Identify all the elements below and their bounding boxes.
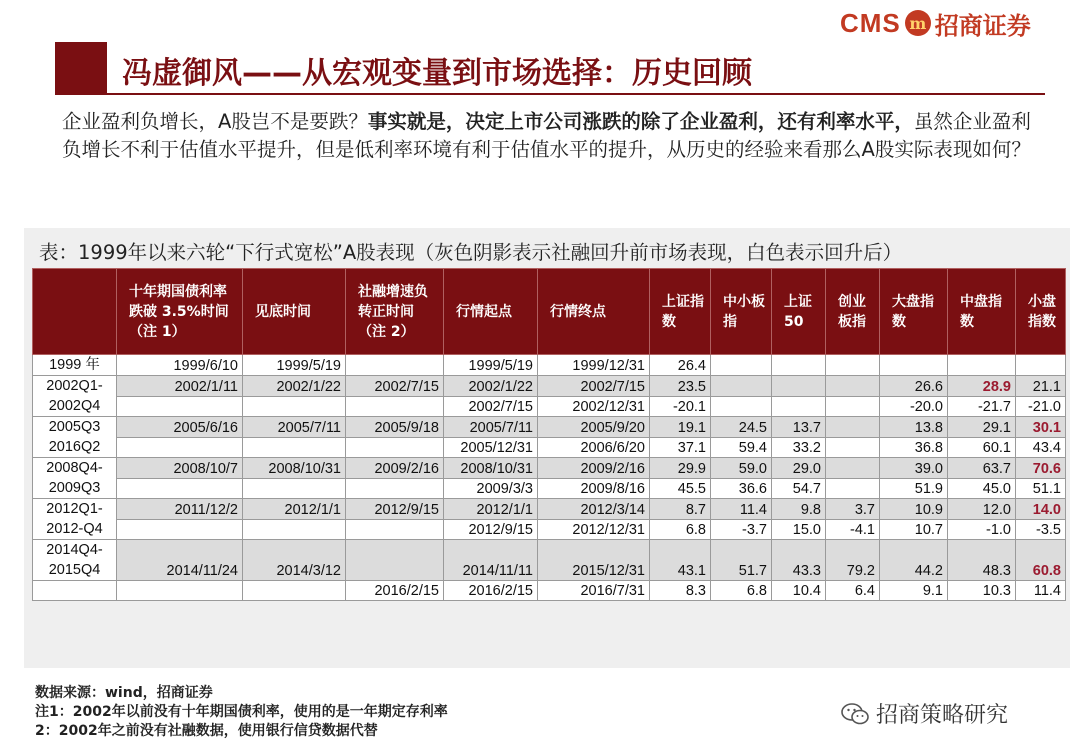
title-divider — [55, 93, 1045, 95]
table-cell: 2009/2/16 — [538, 458, 650, 479]
intro-part2-bold: 事实就是，决定上市公司涨跌的除了企业盈利，还有利率水平， — [367, 110, 914, 133]
table-cell: -20.0 — [880, 396, 948, 417]
table-cell — [826, 417, 880, 438]
table-cell — [117, 519, 243, 540]
table-cell: 2012/12/31 — [538, 519, 650, 540]
table-cell: -21.0 — [1016, 396, 1066, 417]
note-1: 注1：2002年以前没有十年期国债利率，使用的是一年期定存利率 — [35, 704, 448, 720]
table-cell: 2002/1/11 — [117, 376, 243, 397]
table-cell: 44.2 — [880, 540, 948, 581]
table-cell — [117, 581, 243, 601]
intro-part3: 虽然企业盈利负增长不利于估值水平提升，但是低利率环境有利于估值水平的提升，从历史的经验来看那么A股实际表现如何？ — [62, 110, 1031, 161]
table-header-row — [33, 269, 1066, 355]
table-cell: 51.1 — [1016, 478, 1066, 499]
table-cell: 10.9 — [880, 499, 948, 520]
table-cell — [346, 540, 444, 581]
table-cell: 2014/11/11 — [444, 540, 538, 581]
table-cell: 6.8 — [711, 581, 772, 601]
table-cell — [243, 519, 346, 540]
table-cell: 2005/7/11 — [444, 417, 538, 438]
table-row — [33, 478, 1066, 499]
table-cell: 23.5 — [650, 376, 711, 397]
table-cell: 59.4 — [711, 437, 772, 458]
table-cell: 2016/2/15 — [346, 581, 444, 601]
table-row — [33, 499, 1066, 520]
table-cell: 13.7 — [772, 417, 826, 438]
table-cell: 51.7 — [711, 540, 772, 581]
header-cell: 小盘指数 — [1016, 269, 1066, 355]
table-cell — [117, 478, 243, 499]
header-cell: 大盘指数 — [880, 269, 948, 355]
table-cell: 37.1 — [650, 437, 711, 458]
period-cell: 2005Q3 2016Q2 — [33, 417, 117, 458]
wechat-watermark — [840, 698, 1008, 729]
table-cell: 45.5 — [650, 478, 711, 499]
table-row — [33, 396, 1066, 417]
table-cell: -1.0 — [948, 519, 1016, 540]
table-cell — [948, 355, 1016, 376]
table-cell — [346, 396, 444, 417]
table-cell: -4.1 — [826, 519, 880, 540]
footer-notes — [35, 684, 448, 741]
title-accent-block — [55, 42, 107, 94]
table-cell: 6.4 — [826, 581, 880, 601]
table-cell — [826, 355, 880, 376]
header-cell: 社融增速负转正时间（注 2） — [346, 269, 444, 355]
table-cell: 48.3 — [948, 540, 1016, 581]
wechat-account-name: 招商策略研究 — [876, 703, 1009, 728]
table-row — [33, 376, 1066, 397]
table-cell: 2005/7/11 — [243, 417, 346, 438]
table-cell: 2012/9/15 — [346, 499, 444, 520]
table-cell — [117, 437, 243, 458]
table-cell: 29.0 — [772, 458, 826, 479]
table-cell — [243, 478, 346, 499]
table-cell: 60.8 — [1016, 540, 1066, 581]
table-cell: 1999/5/19 — [243, 355, 346, 376]
table-cell: 26.4 — [650, 355, 711, 376]
table-cell: 11.4 — [1016, 581, 1066, 601]
table-cell: -3.5 — [1016, 519, 1066, 540]
table-panel — [24, 228, 1070, 668]
slide-title: 冯虚御风——从宏观变量到市场选择：历史回顾 — [122, 56, 752, 91]
period-cell: 2014Q4-2015Q4 — [33, 540, 117, 581]
table-cell: 2009/2/16 — [346, 458, 444, 479]
table-cell — [826, 458, 880, 479]
table-cell: 63.7 — [948, 458, 1016, 479]
table-cell — [711, 355, 772, 376]
table-cell: 1999/6/10 — [117, 355, 243, 376]
table-cell: 26.6 — [880, 376, 948, 397]
header-cell: 上证指数 — [650, 269, 711, 355]
intro-paragraph — [62, 108, 1042, 164]
table-cell: 30.1 — [1016, 417, 1066, 438]
table-cell: 1999/12/31 — [538, 355, 650, 376]
table-cell: 2016/2/15 — [444, 581, 538, 601]
table-cell: 2012/1/1 — [444, 499, 538, 520]
table-cell: 28.9 — [948, 376, 1016, 397]
table-cell: 2009/3/3 — [444, 478, 538, 499]
table-cell: 2016/7/31 — [538, 581, 650, 601]
table-cell: 2002/7/15 — [346, 376, 444, 397]
table-cell: 2005/9/18 — [346, 417, 444, 438]
header-cell: 十年期国债利率跌破 3.5%时间（注 1） — [117, 269, 243, 355]
table-cell: 3.7 — [826, 499, 880, 520]
table-cell: 14.0 — [1016, 499, 1066, 520]
table-cell: 2005/9/20 — [538, 417, 650, 438]
table-cell: 43.3 — [772, 540, 826, 581]
period-cell: 2008Q4-2009Q3 — [33, 458, 117, 499]
table-cell: 2002/12/31 — [538, 396, 650, 417]
table-cell — [826, 376, 880, 397]
table-cell: 10.7 — [880, 519, 948, 540]
header-cell: 上证50 — [772, 269, 826, 355]
table-cell: 2009/8/16 — [538, 478, 650, 499]
table-cell: 24.5 — [711, 417, 772, 438]
table-cell: 54.7 — [772, 478, 826, 499]
table-cell: 15.0 — [772, 519, 826, 540]
table-row — [33, 458, 1066, 479]
table-cell: 2008/10/7 — [117, 458, 243, 479]
table-cell: 2005/12/31 — [444, 437, 538, 458]
table-row — [33, 540, 1066, 581]
table-cell: 19.1 — [650, 417, 711, 438]
table-cell: 2014/3/12 — [243, 540, 346, 581]
logo-cms-text: CMS — [840, 7, 901, 38]
table-cell: 13.8 — [880, 417, 948, 438]
table-cell: 33.2 — [772, 437, 826, 458]
table-cell: 12.0 — [948, 499, 1016, 520]
table-cell: 36.8 — [880, 437, 948, 458]
table-cell: 36.6 — [711, 478, 772, 499]
table-cell: 6.8 — [650, 519, 711, 540]
table-cell: 2012/1/1 — [243, 499, 346, 520]
table-cell — [346, 355, 444, 376]
header-cell: 见底时间 — [243, 269, 346, 355]
table-cell: -20.1 — [650, 396, 711, 417]
table-cell — [772, 355, 826, 376]
table-cell: 59.0 — [711, 458, 772, 479]
header-cell — [33, 269, 117, 355]
table-row — [33, 355, 1066, 376]
table-cell: 70.6 — [1016, 458, 1066, 479]
table-cell — [826, 396, 880, 417]
table-cell: 2008/10/31 — [243, 458, 346, 479]
period-cell: 1999 年 — [33, 355, 117, 376]
table-cell: 10.3 — [948, 581, 1016, 601]
logo-mark-icon: m — [905, 10, 931, 36]
table-cell: 60.1 — [948, 437, 1016, 458]
table-cell: 8.7 — [650, 499, 711, 520]
header-cell: 行情起点 — [444, 269, 538, 355]
table-cell: 2011/12/2 — [117, 499, 243, 520]
period-cell: 2012Q1-2012-Q4 — [33, 499, 117, 540]
table-cell: 29.1 — [948, 417, 1016, 438]
table-body — [33, 355, 1066, 601]
table-cell — [243, 396, 346, 417]
table-cell — [711, 376, 772, 397]
table-cell: 2015/12/31 — [538, 540, 650, 581]
table-cell: 2006/6/20 — [538, 437, 650, 458]
table-cell — [346, 519, 444, 540]
cms-logo — [840, 8, 1031, 38]
table-cell: 43.4 — [1016, 437, 1066, 458]
wechat-icon — [840, 702, 870, 726]
source-note: 数据来源：wind，招商证券 — [35, 685, 213, 701]
logo-name: 招商证券 — [934, 11, 1031, 40]
table-cell — [243, 581, 346, 601]
table-cell: 79.2 — [826, 540, 880, 581]
performance-table — [32, 268, 1066, 601]
table-cell: 2005/6/16 — [117, 417, 243, 438]
header-cell: 中盘指数 — [948, 269, 1016, 355]
table-cell: 45.0 — [948, 478, 1016, 499]
intro-part1: 企业盈利负增长，A股岂不是要跌？ — [62, 110, 368, 133]
table-cell: 10.4 — [772, 581, 826, 601]
header-cell: 行情终点 — [538, 269, 650, 355]
period-cell — [33, 581, 117, 601]
table-cell — [772, 376, 826, 397]
table-cell — [826, 478, 880, 499]
table-cell — [711, 396, 772, 417]
table-cell: 11.4 — [711, 499, 772, 520]
table-cell: 2002/1/22 — [444, 376, 538, 397]
table-cell — [346, 437, 444, 458]
table-cell: 2008/10/31 — [444, 458, 538, 479]
table-cell: 2014/11/24 — [117, 540, 243, 581]
table-cell — [880, 355, 948, 376]
table-cell: 2012/3/14 — [538, 499, 650, 520]
table-cell: 29.9 — [650, 458, 711, 479]
table-cell: 1999/5/19 — [444, 355, 538, 376]
table-cell: 51.9 — [880, 478, 948, 499]
table-cell: 9.8 — [772, 499, 826, 520]
table-cell: 2002/1/22 — [243, 376, 346, 397]
table-cell — [117, 396, 243, 417]
table-cell: 39.0 — [880, 458, 948, 479]
table-cell: 9.1 — [880, 581, 948, 601]
header-cell: 中小板指 — [711, 269, 772, 355]
table-row — [33, 581, 1066, 601]
table-cell: -21.7 — [948, 396, 1016, 417]
table-row — [33, 519, 1066, 540]
table-cell: 21.1 — [1016, 376, 1066, 397]
table-cell: 43.1 — [650, 540, 711, 581]
table-cell — [243, 437, 346, 458]
period-cell: 2002Q1-2002Q4 — [33, 376, 117, 417]
table-cell: 2002/7/15 — [538, 376, 650, 397]
table-cell: -3.7 — [711, 519, 772, 540]
table-row — [33, 437, 1066, 458]
table-cell — [826, 437, 880, 458]
note-2: 2：2002年之前没有社融数据，使用银行信贷数据代替 — [35, 723, 378, 739]
table-title: 表：1999年以来六轮“下行式宽松”A股表现（灰色阴影表示社融回升前市场表现，白色表示回升后） — [39, 241, 903, 264]
table-cell: 8.3 — [650, 581, 711, 601]
table-cell: 2002/7/15 — [444, 396, 538, 417]
table-cell: 2012/9/15 — [444, 519, 538, 540]
table-cell — [346, 478, 444, 499]
table-cell — [1016, 355, 1066, 376]
header-cell: 创业板指 — [826, 269, 880, 355]
table-row — [33, 417, 1066, 438]
table-cell — [772, 396, 826, 417]
